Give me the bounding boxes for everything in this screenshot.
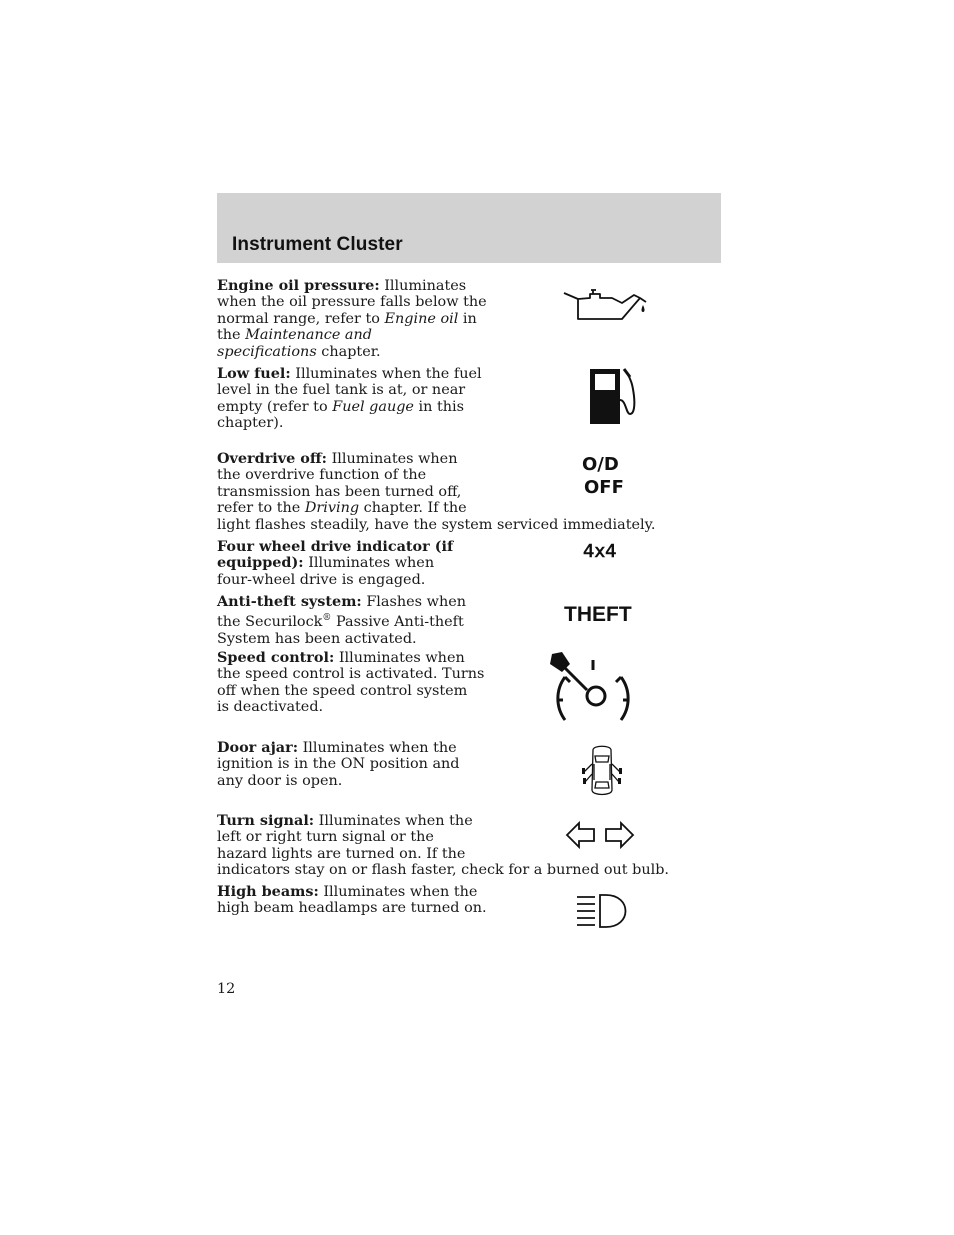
entry-label: Engine oil pressure: — [217, 277, 380, 294]
entry-overdrive-off: Overdrive off: Illuminates when the overdrive function of the transmission has been turned off, refer to the Driving chapter. If the light flashes steadily, have the system serviced immediately. — [217, 450, 656, 533]
page-number: 12 — [217, 981, 236, 997]
crossref-fuel-gauge: Fuel gauge — [332, 398, 414, 415]
speedometer-icon — [548, 650, 638, 728]
four-wheel-drive-icon: 4x4 — [583, 541, 617, 562]
page-title: Instrument Cluster — [232, 234, 403, 255]
entry-four-wheel-drive: Four wheel drive indicator (if equipped): Illuminates when four-wheel drive is engaged. — [217, 538, 454, 588]
overdrive-off-icon-line2: OFF — [584, 477, 624, 498]
entry-low-fuel: Low fuel: Illuminates when the fuel level in the fuel tank is at, or near empty (refer to Fuel gauge in this chapter). — [217, 365, 482, 432]
entry-turn-signal: Turn signal: Illuminates when the left or right turn signal or the hazard lights are turned on. If the indicators stay on or flash faster, check for a burned out bulb. — [217, 812, 670, 879]
high-beam-icon — [574, 892, 630, 930]
oil-can-icon — [560, 286, 652, 326]
entry-anti-theft: Anti-theft system: Flashes when the Securilock® Passive Anti-theft System has been activated. — [217, 593, 466, 647]
header-band — [217, 193, 721, 263]
door-ajar-car-icon — [578, 742, 626, 800]
entry-door-ajar: Door ajar: Illuminates when the ignition is in the ON position and any door is open. — [217, 739, 460, 789]
entry-oil-pressure: Engine oil pressure: Illuminates when the oil pressure falls below the normal range, refer to Engine oil in the Maintenance and specifications chapter. — [217, 277, 487, 360]
entry-speed-control: Speed control: Illuminates when the speed control is activated. Turns off when the speed control system is deactivated. — [217, 649, 485, 716]
crossref-engine-oil: Engine oil — [384, 310, 459, 327]
crossref-maintenance: Maintenance and — [245, 327, 372, 344]
registered-mark: ® — [322, 613, 332, 624]
turn-arrows-icon — [564, 819, 636, 851]
crossref-driving: Driving — [304, 500, 360, 517]
entry-high-beams: High beams: Illuminates when the high beam headlamps are turned on. — [217, 883, 487, 917]
fuel-pump-icon — [586, 366, 640, 426]
overdrive-off-icon-line1: O/D — [582, 454, 619, 475]
theft-icon: THEFT — [564, 603, 632, 626]
